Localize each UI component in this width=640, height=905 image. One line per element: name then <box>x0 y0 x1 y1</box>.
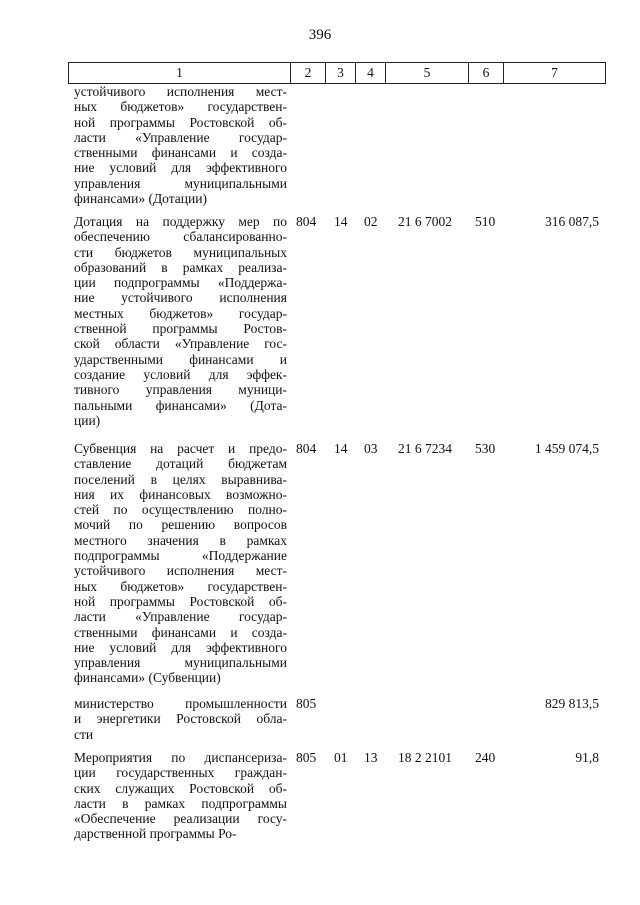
description-line: образований в рамках реализа- <box>74 259 287 275</box>
description-line: ных бюджетов» государствен- <box>74 578 287 594</box>
cell-section: 14 <box>334 441 348 456</box>
description-line: ских служащих Ростовской об- <box>74 780 287 796</box>
description-line: Мероприятия по диспансериза- <box>74 750 287 765</box>
cell-expense-type: 530 <box>475 441 496 456</box>
description-line: ственной программы Ростов- <box>74 321 287 337</box>
description-line: ции) <box>74 412 101 428</box>
description-line: ние условий для эффективного <box>74 639 287 655</box>
description-line: ние устойчивого исполнения <box>74 290 287 306</box>
cell-target-article: 18 2 2101 <box>398 750 452 765</box>
description-line: обеспечению сбалансированно- <box>74 229 287 245</box>
description-line: ской области «Управление гос- <box>74 336 287 352</box>
description-line: ции государственных граждан- <box>74 765 287 781</box>
row-description <box>74 696 287 742</box>
description-line: ных бюджетов» государствен- <box>74 99 287 115</box>
description-line: ударственными финансами и <box>74 351 287 367</box>
description-line: подпрограммы «Поддержание <box>74 548 287 564</box>
column-header-6: 6 <box>469 63 504 84</box>
description-line: Дотация на поддержку мер по <box>74 214 287 229</box>
cell-expense-type: 240 <box>475 750 496 765</box>
description-line: управления муниципальными <box>74 175 287 191</box>
description-line: Субвенция на расчет и предо- <box>74 441 287 456</box>
column-header-5: 5 <box>386 63 469 84</box>
cell-subsection: 02 <box>364 214 378 229</box>
description-line: ственными финансами и созда- <box>74 624 287 640</box>
cell-code: 804 <box>296 441 317 456</box>
description-line: ной программы Ростовской об- <box>74 593 287 609</box>
cell-target-article: 21 6 7002 <box>398 214 452 229</box>
cell-amount: 1 459 074,5 <box>534 441 599 456</box>
description-line: устойчивого исполнения мест- <box>74 563 287 579</box>
description-line: устойчивого исполнения мест- <box>74 84 287 99</box>
description-line: мочий по решению вопросов <box>74 517 287 533</box>
row-description <box>74 441 287 686</box>
cell-subsection: 03 <box>364 441 378 456</box>
description-line: ласти «Управление государ- <box>74 129 287 145</box>
cell-code: 805 <box>296 750 317 765</box>
column-header-2: 2 <box>291 63 326 84</box>
description-line: министерство промышленности <box>74 696 287 711</box>
description-line: ставление дотаций бюджетам <box>74 456 287 472</box>
column-header-4: 4 <box>356 63 386 84</box>
description-line: «Обеспечение реализации госу- <box>74 811 287 827</box>
description-line: финансами» (Субвенции) <box>74 670 221 686</box>
column-header-3: 3 <box>326 63 356 84</box>
description-line: пальными финансами» (Дота- <box>74 397 287 413</box>
column-header-1: 1 <box>69 63 291 84</box>
description-line: поселений в целях выравнива- <box>74 471 287 487</box>
cell-amount: 91,8 <box>575 750 599 765</box>
cell-amount: 829 813,5 <box>545 696 599 711</box>
row-description <box>74 84 287 206</box>
description-line: управления муниципальными <box>74 655 287 671</box>
description-line: ции подпрограммы «Поддержа- <box>74 275 287 291</box>
description-line: финансами» (Дотации) <box>74 191 207 207</box>
row-description <box>74 214 287 428</box>
description-line: ласти «Управление государ- <box>74 609 287 625</box>
cell-subsection: 13 <box>364 750 378 765</box>
column-header-table <box>68 62 606 84</box>
description-line: ние условий для эффективного <box>74 160 287 176</box>
cell-section: 01 <box>334 750 348 765</box>
cell-target-article: 21 6 7234 <box>398 441 452 456</box>
description-line: создание условий для эффек- <box>74 366 287 382</box>
description-line: и энергетики Ростовской обла- <box>74 711 287 727</box>
description-line: ния их финансовых возможно- <box>74 486 287 502</box>
row-description <box>74 750 287 842</box>
cell-code: 804 <box>296 214 317 229</box>
cell-expense-type: 510 <box>475 214 496 229</box>
column-header-7: 7 <box>504 63 606 84</box>
cell-code: 805 <box>296 696 317 711</box>
description-line: дарственной программы Ро- <box>74 826 237 842</box>
description-line: ласти в рамках подпрограммы <box>74 795 287 811</box>
description-line: стей по осуществлению полно- <box>74 502 287 518</box>
description-line: ственными финансами и созда- <box>74 145 287 161</box>
description-line: местных бюджетов» государ- <box>74 305 287 321</box>
description-line: местного значения в рамках <box>74 532 287 548</box>
cell-amount: 316 087,5 <box>545 214 599 229</box>
page-number: 396 <box>308 27 332 43</box>
description-line: тивного управления муници- <box>74 382 287 398</box>
description-line: ной программы Ростовской об- <box>74 114 287 130</box>
cell-section: 14 <box>334 214 348 229</box>
description-line: сти бюджетов муниципальных <box>74 244 287 260</box>
description-line: сти <box>74 726 94 742</box>
